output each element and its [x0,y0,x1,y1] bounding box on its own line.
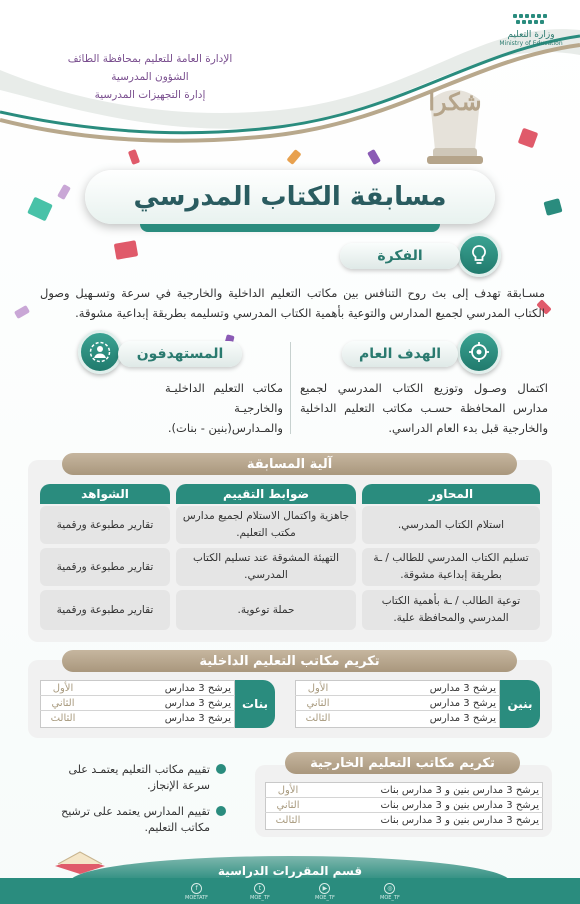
honor-row [265,813,543,828]
ministry-logo [496,10,566,50]
girls-tag: بنات [235,680,275,728]
table-cell: حملة توعوية. [176,590,356,630]
lightbulb-icon [467,243,491,267]
bullet-dot-icon [216,764,226,774]
table-cell: توعية الطالب / ـة بأهمية الكتاب المدرسي والمحافظة علية. [362,590,540,630]
goal-text: اكتمال وصـول وتوزيع الكتاب المدرسي لجميع مدارس المحافظة حسـب مكاتب التعليم الداخلية والخارجية قبل بدء العام الدراسي. [300,381,548,435]
issuer-block [40,50,260,104]
instagram-icon: ◎ [384,883,395,894]
honor-row [295,711,500,726]
honor-row [40,711,235,726]
note-text: تقييم المدارس يعتمد على ترشيح مكاتب التعليم. [61,805,210,834]
honor-text: يرشح 3 مدارس بنين و 3 مدارس بنات [380,784,539,796]
social-twitter[interactable] [250,883,270,901]
table-cell: جاهزية واكتمال الاستلام لجميع مدارس مكتب التعليم. [176,506,356,544]
confetti [27,197,53,222]
honor-text: يرشح 3 مدارس بنين و 3 مدارس بنات [380,799,539,811]
note-item [40,804,210,836]
social-handle: MOETATF [185,895,209,901]
main-title: مسابقة الكتاب المدرسي [133,182,447,212]
social-handle: MOE_TF [380,895,400,901]
confetti [114,240,138,260]
issuer-line-1: الإدارة العامة للتعليم بمحافظة الطائف [67,53,233,65]
honor-rank: الثاني [51,697,75,709]
honor-rank: الثاني [276,799,300,811]
table-cell: استلام الكتاب المدرسي. [362,506,540,544]
ministry-name-en: Ministry of Education [499,40,563,47]
goal-icon-circle [457,330,501,374]
trophy-illustration [395,70,515,170]
twitter-icon: t [254,883,265,894]
column-header-criteria: ضوابط التقييم [176,484,356,504]
honor-text: يرشح 3 مدارس [429,697,496,709]
table-cell: تقارير مطبوعة ورقمية [40,548,170,586]
internal-honors-label: تكريم مكاتب التعليم الداخلية [62,650,517,672]
social-handle: MOE_TF [315,895,335,901]
note-text: تقييم مكاتب التعليم يعتمـد على سرعة الإنجاز. [68,763,210,792]
target-text: مكاتب التعليم الداخليـة والخارجيـة والمـدارس(بنين - بنات). [165,381,283,435]
honor-row [295,696,500,711]
honor-rank: الأول [277,784,299,796]
idea-icon-circle [457,233,501,277]
idea-text: مسـابقة تهدف إلى بث روح التنافس بين مكاتب التعليم الداخلية والخارجية في سرعة وتسـهيل وصول الكتاب المدرسي لجميع المدارس والتوعية بأهمية الكتاب المدرسي وتسليمه بطريقة إبداعية مشوقة. [40,286,545,320]
table-cell: تقارير مطبوعة ورقمية [40,590,170,630]
honor-text: يرشح 3 مدارس [429,682,496,694]
department-name: قسم المقررات الدراسية [217,864,363,878]
honor-rank: الثالث [50,713,76,724]
issuer-line-3: إدارة التجهيزات المدرسية [94,89,206,101]
honor-text: يرشح 3 مدارس [164,697,231,709]
honor-row [265,783,543,798]
group-icon [88,340,112,364]
main-title-banner [85,170,495,224]
honor-row [295,681,500,696]
footer-bar [0,878,580,904]
confetti [57,184,71,200]
confetti [14,305,30,319]
ministry-name-ar: وزارة التعليم [507,30,555,40]
target-icon [467,340,491,364]
confetti [543,198,562,216]
honor-text: يرشح 3 مدارس بنين و 3 مدارس بنات [380,815,539,826]
social-youtube[interactable] [315,883,335,901]
honor-text: يرشح 3 مدارس [164,713,231,724]
external-honors-label: تكريم مكاتب التعليم الخارجية [285,752,520,774]
social-facebook[interactable] [185,883,208,901]
table-cell: التهيئة المشوقة عند تسليم الكتاب المدرسي. [176,548,356,586]
confetti [286,149,301,165]
confetti [128,149,140,165]
youtube-icon: ▶ [319,883,330,894]
ministry-logo-icon [511,10,551,26]
issuer-line-2: الشؤون المدرسية [111,71,189,83]
honor-text: يرشح 3 مدارس [429,713,496,724]
table-cell: تسليم الكتاب المدرسي للطالب / ـة بطريقة إبداعية مشوقة. [362,548,540,586]
honor-rank: الأول [307,682,329,694]
confetti [367,149,381,165]
column-header-evidence: الشواهد [40,484,170,504]
social-instagram[interactable] [380,883,400,901]
social-handle: MOE_TF [250,895,270,901]
trophy-art-text: شكرا [428,87,482,116]
target-label: المستهدفون [118,341,242,367]
target-group-icon-circle [78,330,122,374]
boys-tag: بنين [500,680,540,728]
column-header-axes: المحاور [362,484,540,504]
honor-row [40,681,235,696]
honor-rank: الثالث [275,815,301,826]
column-divider [290,342,291,434]
mechanism-label: آلية المسابقة [62,453,517,475]
note-item [40,762,210,794]
honor-row [265,798,543,813]
table-cell: تقارير مطبوعة ورقمية [40,506,170,544]
honor-rank: الثالث [305,713,331,724]
idea-label: الفكرة [340,243,460,269]
honor-row [40,696,235,711]
honor-rank: الأول [52,682,74,694]
honor-rank: الثاني [306,697,330,709]
facebook-icon: f [191,883,202,894]
goal-label: الهدف العام [342,341,458,367]
bullet-dot-icon [216,806,226,816]
honor-text: يرشح 3 مدارس [164,682,231,694]
